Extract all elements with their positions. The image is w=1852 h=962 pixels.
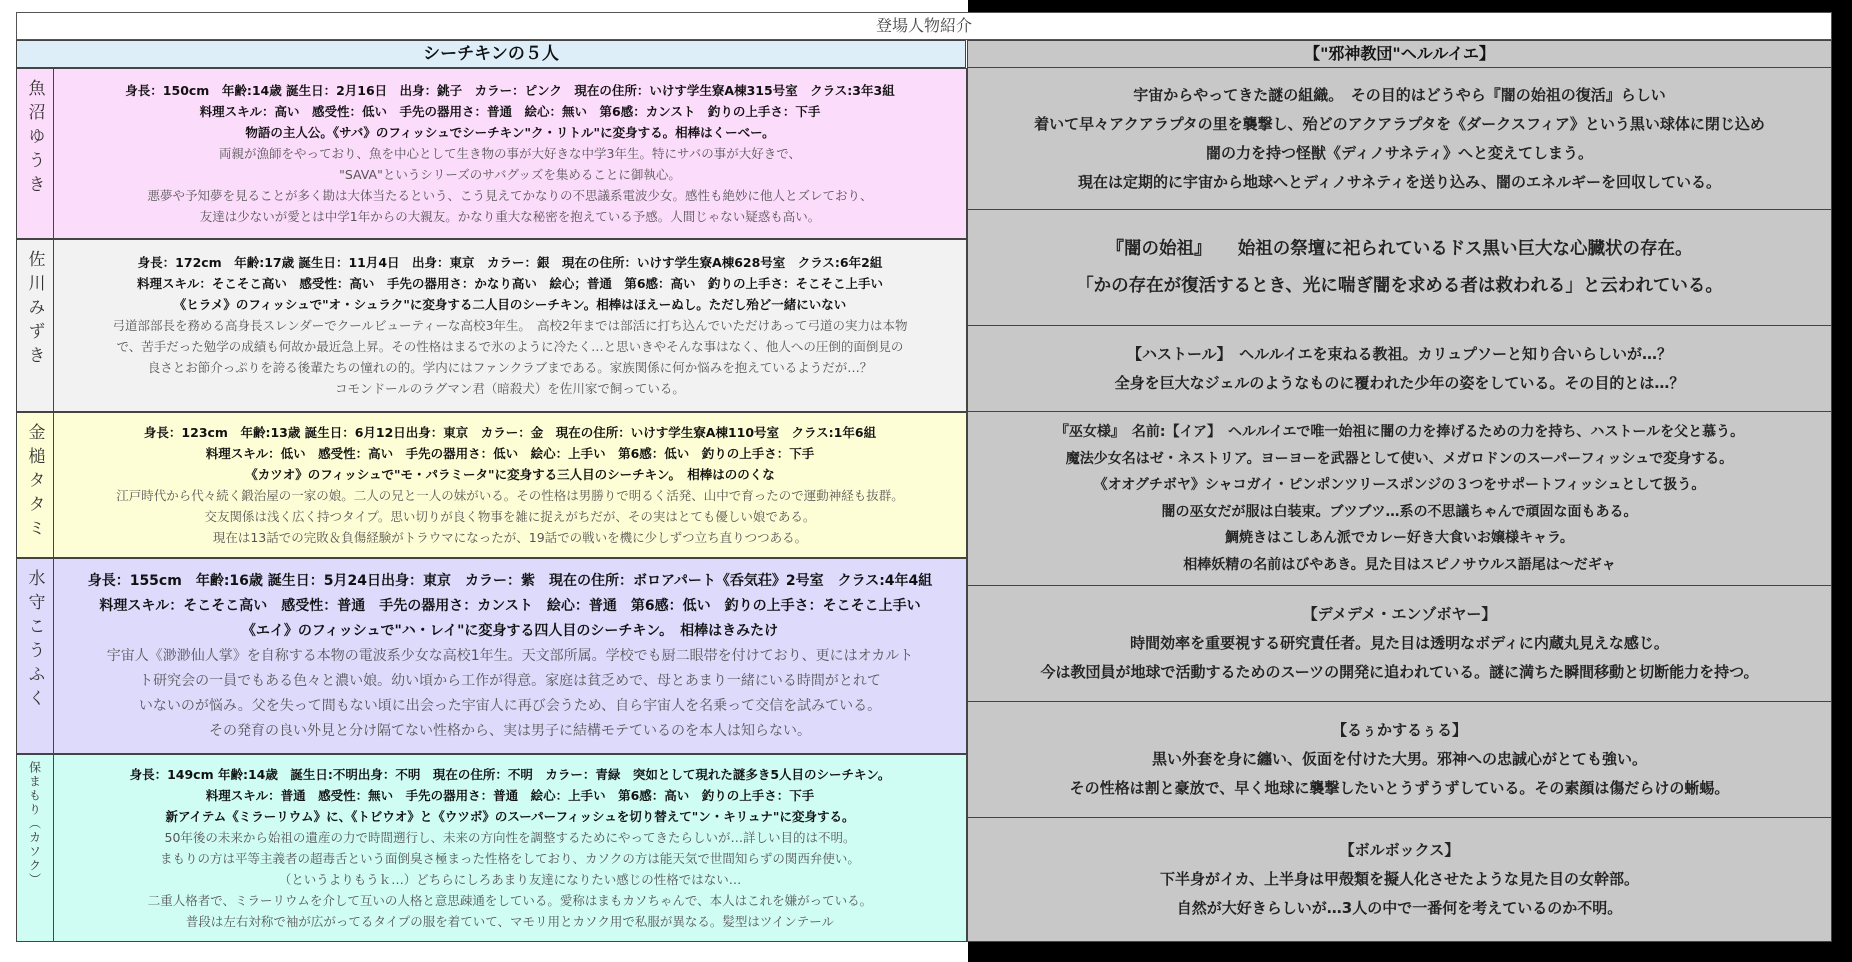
character-row-koufuku — [16, 558, 967, 754]
character-name: 魚沼ゆうき — [24, 79, 45, 199]
characters-header: シーチキンの５人 — [16, 40, 966, 68]
character-description — [54, 754, 967, 942]
bio-line: 宇宙人《渺渺仙人掌》を自称する本物の電波系少女な高校1年生。天文部所属。学校でも厨二眼帯を付けており、更にはオカルト — [106, 647, 914, 664]
org-line: 魔法少女名はゼ・ネストリア。ヨーヨーを武器として使い、メガロドンのスーパーフィッシュで変身する。 — [1065, 450, 1734, 467]
bio-line: 悪夢や予知夢を見ることが多く勘は大体当たるという、こう見えてかなりの不思議系電波少女。感性も絶妙に他人とズレており、 — [147, 188, 873, 203]
bio-line: 交友関係は浅く広く持つタイプ。思い切りが良く物事を雑に捉えがちだが、その実はとても優しい娘である。 — [204, 509, 816, 524]
org-line: 【るぅかするぅる】 — [1331, 721, 1467, 739]
bio-line: 江戸時代から代々続く鍛治屋の一家の娘。二人の兄と一人の妹がいる。その性格は男勝りで明るく活発、山中で育ったので運動神経も抜群。 — [116, 488, 904, 503]
org-hastur — [967, 326, 1832, 412]
character-name-cell — [16, 68, 54, 239]
character-name-cell — [16, 558, 54, 754]
character-description — [54, 558, 967, 754]
org-miko-ia — [967, 412, 1832, 586]
org-line: 【ハストール】 ヘルルイエを束ねる教祖。カリュプソーと知り合いらしいが…？ — [1126, 344, 1673, 363]
transform-line: 《カツオ》のフィッシュで"モ・パラミータ"に変身する三人目のシーチキン。 相棒はののくな — [245, 467, 775, 482]
skills-line: 料理スキル：そこそこ高い 感受性：普通 手先の器用さ：カンスト 絵心：普通 第6感：低い 釣りの上手さ：そこそこ上手い — [99, 597, 921, 614]
org-line: 自然が大好きらしいが…3人の中で一番何を考えているのか不明。 — [1176, 899, 1623, 917]
org-line: 全身を巨大なジェルのようなものに覆われた少年の姿をしている。その目的とは…？ — [1114, 373, 1685, 392]
org-overview — [967, 68, 1832, 210]
org-volvox — [967, 818, 1832, 942]
character-name: 水守こうふく — [24, 569, 45, 713]
bio-line: で、苦手だった勉学の成績も何故か最近急上昇。その性格はまるで氷のように冷たく…と思いきやそんな事はなく、他人への圧倒的面倒見の — [116, 339, 904, 354]
bio-line: 友達は少ないが愛とは中学1年からの大親友。かなり重大な秘密を抱えている予感。人間じゃない疑惑も高い。 — [199, 209, 821, 224]
character-name: 佐川みずき — [24, 250, 45, 370]
character-row-yuki — [16, 68, 967, 239]
page-title: 登場人物紹介 — [16, 12, 1832, 40]
profile-line: 身長：172cm 年齢:17歳 誕生日：11月4日 出身：東京 カラー：銀 現在の住所：いけす学生寮A棟628号室 クラス:6年2組 — [137, 255, 883, 270]
bio-line: 二重人格者で、ミラーリウムを介して互いの人格と意思疎通をしている。愛称はまもカソちゃんで、本人はこれを嫌がっている。 — [147, 893, 873, 908]
org-line: 『巫女様』 名前:【イア】 ヘルルイエで唯一始祖に闇の力を捧げるための力を持ち、ハストールを父と慕う。 — [1054, 424, 1745, 440]
bio-line: 弓道部部長を務める高身長スレンダーでクールビューティーな高校3年生。 高校2年までは部活に打ち込んでいただけあって弓道の実力は本物 — [112, 318, 908, 333]
character-description — [54, 412, 967, 558]
character-description — [54, 68, 967, 239]
skills-line: 料理スキル：普通 感受性：無い 手先の器用さ：普通 絵心：上手い 第6感：高い 釣りの上手さ：下手 — [205, 788, 815, 803]
transform-line: 物語の主人公。《サバ》のフィッシュでシーチキン"ク・リトル"に変身する。相棒はくーべー。 — [245, 125, 775, 140]
org-line: 「かの存在が復活するとき、光に喘ぎ闇を求める者は救われる」と云われている。 — [1076, 275, 1723, 296]
character-row-mizuki — [16, 239, 967, 412]
org-line: 相棒妖精の名前はびやあき。見た目はスピノサウルス語尾は～だギャ — [1183, 556, 1616, 573]
profile-line: 身長：149cm 年齢:14歳 誕生日:不明出身：不明 現在の住所：不明 カラー：青緑 突如として現れた謎多き5人目のシーチキン。 — [129, 767, 891, 782]
bio-line: コモンドールのラグマン君（暗殺犬）を佐川家で飼っている。 — [335, 381, 685, 396]
bio-line: その発育の良い外見と分け隔てない性格から、実は男子に結構モテているのを本人は知らない。 — [209, 722, 811, 739]
org-line: 闇の巫女だが服は白装束。ブツブツ…系の不思議ちゃんで頑固な面もある。 — [1161, 503, 1638, 520]
skills-line: 料理スキル：高い 感受性：低い 手先の器用さ：普通 絵心：無い 第6感：カンスト 釣りの上手さ：下手 — [199, 104, 821, 119]
bio-line: 現在は13話での完敗＆負傷経験がトラウマになったが、19話での戦いを機に少しずつ立ち直りつつある。 — [212, 530, 808, 545]
transform-line: 《エイ》のフィッシュで"ハ・レイ"に変身する四人目のシーチキン。 相棒はきみたけ — [241, 622, 779, 639]
org-demedeme — [967, 586, 1832, 702]
bio-line: "SAVA"というシリーズのサバグッズを集めることに御執心。 — [339, 167, 681, 182]
skills-line: 料理スキル：低い 感受性：高い 手先の器用さ：低い 絵心：上手い 第6感：低い 釣りの上手さ：下手 — [205, 446, 815, 461]
profile-line: 身長：150cm 年齢:14歳 誕生日：2月16日 出身：銚子 カラー：ピンク 現在の住所：いけす学生寮A棟315号室 クラス:3年3組 — [125, 83, 895, 98]
bio-line: 両親が漁師をやっており、魚を中心として生き物の事が大好きな中学3年生。特にサバの事が大好きで、 — [219, 146, 801, 161]
organization-header: 【"邪神教団"ヘルルイエ】 — [967, 40, 1832, 68]
character-name-cell — [16, 239, 54, 412]
org-dark-progenitor — [967, 210, 1832, 326]
org-line: 《オオグチボヤ》シャコガイ・ピンポンツリースポンジの３つをサポートフィッシュとして扱う。 — [1093, 477, 1706, 493]
org-line: 【ボルボックス】 — [1339, 841, 1460, 859]
org-line: 今は教団員が地球で活動するためのスーツの開発に追われている。謎に満ちた瞬間移動と切断能力を持つ。 — [1040, 663, 1759, 681]
character-row-tatami — [16, 412, 967, 558]
bio-line: （というよりもうｋ…）どちらにしろあまり友達になりたい感じの性格ではない… — [278, 872, 742, 887]
bio-line: ト研究会の一員でもある色々と濃い娘。幼い頃から工作が得意。家庭は貧乏めで、母とあまり一緒にいる時間がとれて — [139, 672, 881, 689]
org-line: その性格は割と豪放で、早く地球に襲撃したいとうずうずしている。その素顔は傷だらけの蜥蜴。 — [1069, 779, 1730, 797]
org-line: 『闇の始祖』 始祖の祭壇に祀られているドス黒い巨大な心臓状の存在。 — [1106, 238, 1693, 259]
transform-line: 《ヒラメ》のフィッシュで"オ・シュラク"に変身する二人目のシーチキン。相棒はほえーぬし。ただし殆ど一緒にいない — [173, 297, 847, 312]
org-line: 【デメデメ・エンゾボヤー】 — [1302, 605, 1497, 623]
character-name: 保まもり（カソク） — [27, 761, 42, 887]
org-line: 時間効率を重要視する研究責任者。見た目は透明なボディに内蔵丸見えな感じ。 — [1130, 634, 1669, 652]
org-line: 黒い外套を身に纏い、仮面を付けた大男。邪神への忠誠心がとても強い。 — [1151, 750, 1647, 768]
character-name-cell — [16, 754, 54, 942]
bio-line: まもりの方は平等主義者の超毒舌という面倒臭さ極まった性格をしており、カソクの方は能天気で世間知らずの関西弁使い。 — [160, 851, 860, 866]
org-ruukasuruuru — [967, 702, 1832, 818]
bio-line: 50年後の未来から始祖の遺産の力で時間遡行し、未来の方向性を調整するためにやってきたらしいが…詳しい目的は不明。 — [164, 830, 856, 845]
profile-line: 身長：155cm 年齢:16歳 誕生日：5月24日出身：東京 カラー：紫 現在の住所：ボロアパート《呑気荘》2号室 クラス:4年4組 — [87, 572, 933, 589]
bio-line: 普段は左右対称で袖が広がってるタイプの服を着ていて、マモリ用とカソク用で私服が異なる。髪型はツインテール — [185, 914, 835, 929]
org-line: 着いて早々アクアラプタの里を襲撃し、殆どのアクアラプタを《ダークスフィア》という黒い球体に閉じ込め — [1034, 114, 1765, 133]
character-description — [54, 239, 967, 412]
character-name: 金槌タタミ — [24, 423, 45, 543]
character-name-cell — [16, 412, 54, 558]
org-line: 現在は定期的に宇宙から地球へとディノサネティを送り込み、闇のエネルギーを回収している。 — [1078, 172, 1721, 191]
skills-line: 料理スキル：そこそこ高い 感受性：高い 手先の器用さ：かなり高い 絵心；普通 第6感：高い 釣りの上手さ：そこそこ上手い — [136, 276, 884, 291]
bio-line: いないのが悩み。父を失って間もない頃に出会った宇宙人に再び会うため、自ら宇宙人を名乗って交信を試みている。 — [138, 697, 882, 714]
org-line: 宇宙からやってきた謎の組織。 その目的はどうやら『闇の始祖の復活』らしい — [1133, 85, 1666, 104]
org-line: 闇の力を持つ怪獣《ディノサネティ》へと変えてしまう。 — [1205, 143, 1593, 162]
profile-line: 身長：123cm 年齢:13歳 誕生日：6月12日出身：東京 カラー：金 現在の住所：いけす学生寮A棟110号室 クラス:1年6組 — [143, 425, 877, 440]
org-line: 下半身がイカ、上半身は甲殻類を擬人化させたような見た目の女幹部。 — [1160, 870, 1639, 888]
character-row-mamori — [16, 754, 967, 942]
transform-line: 新アイテム《ミラーリウム》に、《トビウオ》と《ウツボ》のスーパーフィッシュを切り替えて"ン・キリュナ"に変身する。 — [165, 809, 855, 824]
org-line: 鯛焼きはこしあん派でカレー好き大食いお嬢様キャラ。 — [1225, 530, 1574, 546]
bio-line: 良さとお節介っぷりを誇る後輩たちの憧れの的。学内にはファンクラブまである。家族関係に何か悩みを抱えているようだが…？ — [147, 360, 873, 375]
